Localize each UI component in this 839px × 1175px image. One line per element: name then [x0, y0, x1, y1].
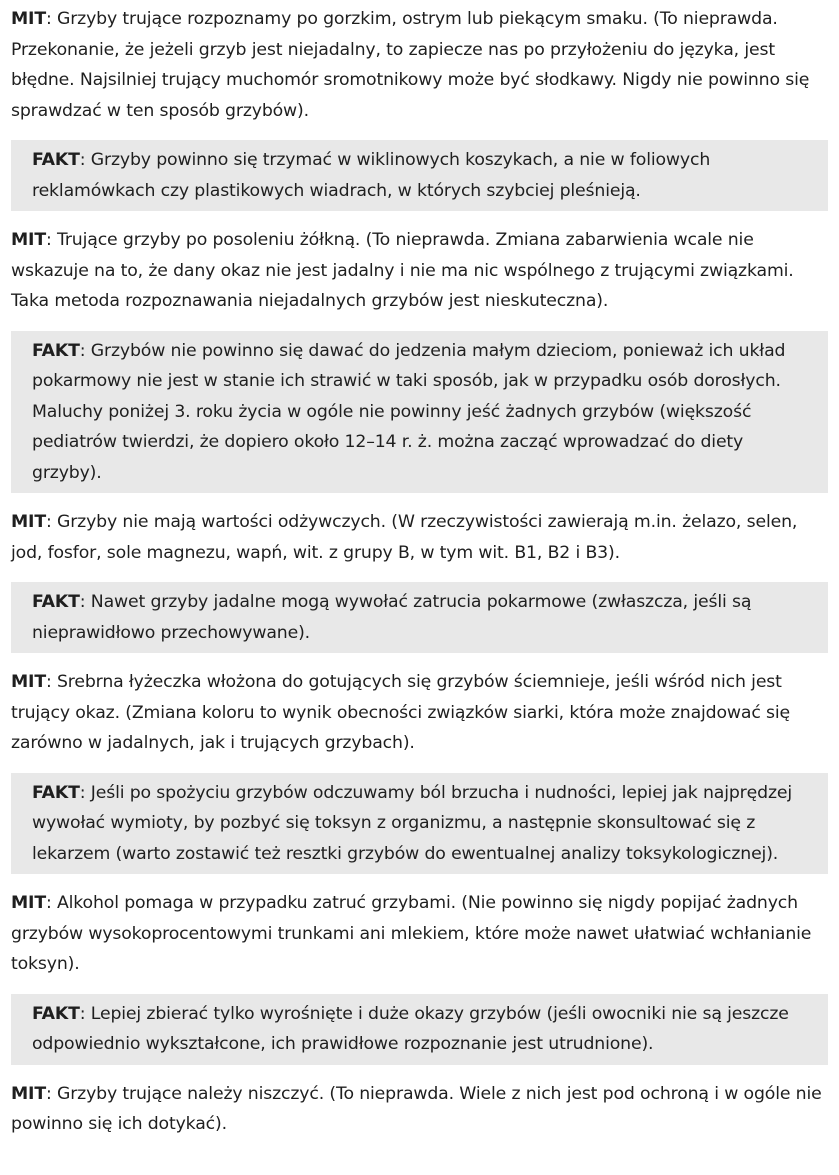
- fact-label: FAKT: [32, 592, 80, 612]
- fact-label: FAKT: [32, 782, 80, 803]
- fact-label: FAKT: [32, 150, 80, 170]
- fact-label: FAKT: [32, 340, 80, 361]
- fact-box: [11, 582, 828, 653]
- fact-box: [11, 994, 828, 1065]
- myth-text: : Grzyby trujące należy niszczyć. (To nieprawda. Wiele z nich jest pod ochroną i w ogóle nie powinno się ich dotykać).: [11, 1083, 822, 1134]
- myth-paragraph: [0, 667, 839, 759]
- myth-label: MIT: [11, 230, 46, 250]
- myth-paragraph: [0, 4, 839, 126]
- fact-box: [11, 140, 828, 211]
- myth-paragraph: [0, 225, 839, 317]
- fact-text: : Grzybów nie powinno się dawać do jedzenia małym dzieciom, ponieważ ich układ pokarmowy nie jest w stanie ich strawić w taki sposób, jak w przypadku osób dorosłych. Maluchy poniżej 3. roku życia w ogóle nie powinny jeść żadnych grzybów (większość pediatrów twierdzi, że dopiero około 12–14 r. ż. można zacząć wprowadzać do diety grzyby).: [32, 340, 786, 483]
- fact-text: : Jeśli po spożyciu grzybów odczuwamy ból brzucha i nudności, lepiej jak najprędzej wywołać wymioty, by pozbyć się toksyn z organizmu, a następnie skonsultować się z lekarzem (warto zostawić też resztki grzybów do ewentualnej analizy toksykologicznej).: [32, 782, 792, 864]
- myth-text: : Srebrna łyżeczka włożona do gotujących się grzybów ściemnieje, jeśli wśród nich jest trujący okaz. (Zmiana koloru to wynik obecności związków siarki, która może znajdować się zarówno w jadalnych, jak i trujących grzybach).: [11, 672, 791, 753]
- fact-text: : Grzyby powinno się trzymać w wiklinowych koszykach, a nie w foliowych reklamówkach czy plastikowych wiadrach, w których szybciej pleśnieją.: [32, 150, 711, 201]
- fact-label: FAKT: [32, 1003, 80, 1024]
- myth-text: : Grzyby trujące rozpoznamy po gorzkim, ostrym lub piekącym smaku. (To nieprawda. Przekonanie, że jeżeli grzyb jest niejadalny, to zapiecze nas po przyłożeniu do języka, jest błędne. Najsilniej trujący muchomór sromotnikowy może być słodkawy. Nigdy nie powinno się sprawdzać w ten sposób grzybów).: [11, 9, 810, 121]
- myth-label: MIT: [11, 1083, 46, 1104]
- fact-text: : Lepiej zbierać tylko wyrośnięte i duże okazy grzybów (jeśli owocniki nie są jeszcze odpowiednio wykształcone, ich prawidłowe rozpoznanie jest utrudnione).: [32, 1003, 789, 1054]
- myth-paragraph: [0, 507, 839, 568]
- myth-text: : Trujące grzyby po posoleniu żółkną. (To nieprawda. Zmiana zabarwienia wcale nie wskazuje na to, że dany okaz nie jest jadalny i nie ma nic wspólnego z trującymi związkami. Taka metoda rozpoznawania niejadalnych grzybów jest nieskuteczna).: [11, 230, 794, 311]
- myth-label: MIT: [11, 512, 46, 532]
- myth-label: MIT: [11, 672, 46, 692]
- fact-box: [11, 331, 828, 494]
- myth-paragraph: [0, 888, 839, 980]
- myth-text: : Grzyby nie mają wartości odżywczych. (W rzeczywistości zawierają m.in. żelazo, selen, jod, fosfor, sole magnezu, wapń, wit. z grupy B, w tym wit. B1, B2 i B3).: [11, 512, 798, 563]
- fact-box: [11, 773, 828, 875]
- fact-text: : Nawet grzyby jadalne mogą wywołać zatrucia pokarmowe (zwłaszcza, jeśli są nieprawidłowo przechowywane).: [32, 592, 752, 643]
- myth-text: : Alkohol pomaga w przypadku zatruć grzybami. (Nie powinno się nigdy popijać żadnych grzybów wysokoprocentowymi trunkami ani mlekiem, które może nawet ułatwiać wchłanianie toksyn).: [11, 893, 812, 974]
- myth-paragraph: [0, 1079, 839, 1140]
- myth-label: MIT: [11, 893, 46, 913]
- myth-label: MIT: [11, 9, 46, 29]
